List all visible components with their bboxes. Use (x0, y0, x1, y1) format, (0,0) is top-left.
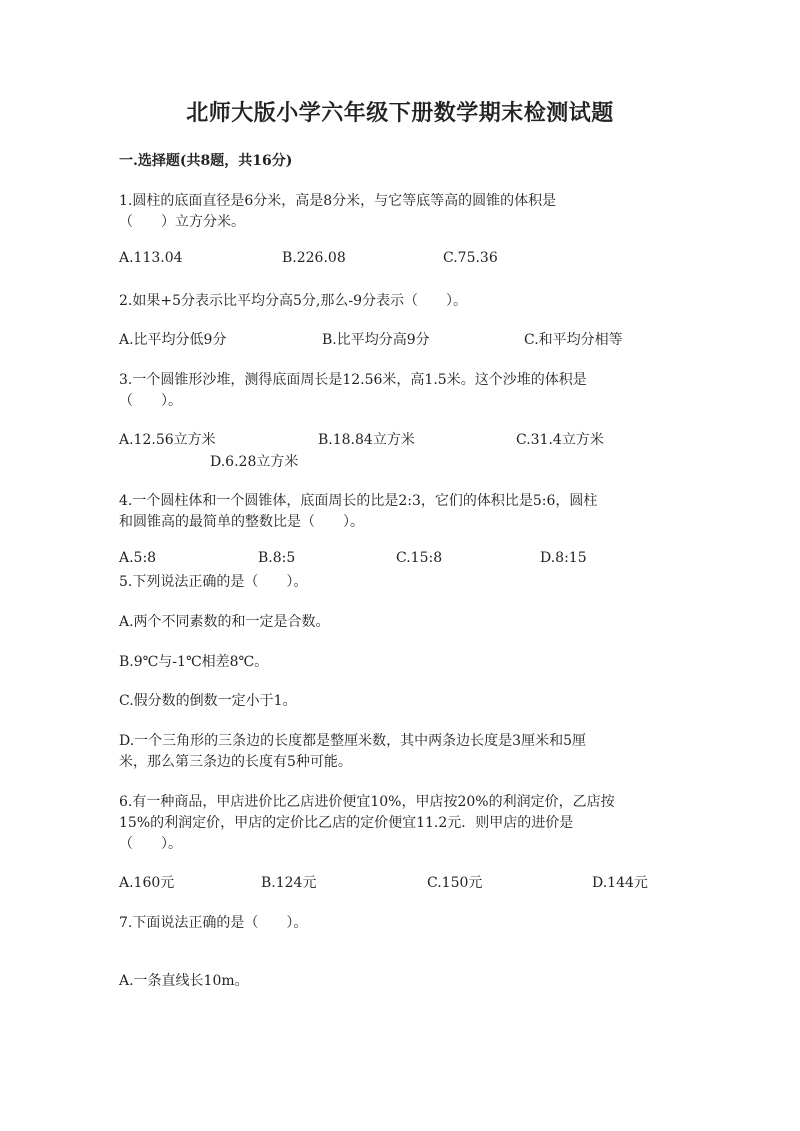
question-6-option-a: A.160元 (119, 875, 175, 891)
question-1-text-cont: （ ）立方分米。 (119, 214, 245, 230)
question-5-option-c: C.假分数的倒数一定小于1。 (119, 693, 297, 709)
question-1-option-c: C.75.36 (443, 250, 498, 266)
question-5-text: 5.下列说法正确的是（ ）。 (119, 574, 308, 590)
question-2-option-a: A.比平均分低9分 (119, 332, 227, 348)
question-3-text: 3.一个圆锥形沙堆，测得底面周长是12.56米，高1.5米。这个沙堆的体积是 (119, 372, 587, 388)
question-6-option-b: B.124元 (261, 875, 317, 891)
question-7-option-a: A.一条直线长10m。 (119, 973, 249, 989)
question-6-text-cont: 15%的利润定价，甲店的定价比乙店的定价便宜11.2元．则甲店的进价是 (119, 815, 574, 831)
question-4-option-a: A.5:8 (119, 550, 157, 566)
question-5-option-d-cont: 米，那么第三条边的长度有5种可能。 (119, 754, 352, 770)
question-2-text: 2.如果+5分表示比平均分高5分,那么-9分表示（ ）。 (119, 293, 467, 309)
section-heading: 一.选择题(共8题，共16分) (119, 153, 293, 169)
question-5-option-a: A.两个不同素数的和一定是合数。 (119, 614, 330, 630)
question-2-option-b: B.比平均分高9分 (322, 332, 430, 348)
question-3-text-cont: （ ）。 (119, 393, 182, 409)
question-5-option-d: D.一个三角形的三条边的长度都是整厘米数，其中两条边长度是3厘米和5厘 (119, 733, 586, 749)
question-6-option-d: D.144元 (592, 875, 648, 891)
page-title: 北师大版小学六年级下册数学期末检测试题 (186, 100, 614, 126)
question-6-option-c: C.150元 (427, 875, 483, 891)
question-6-text: 6.有一种商品，甲店进价比乙店进价便宜10%，甲店按20%的利润定价，乙店按 (119, 794, 615, 810)
question-3-option-b: B.18.84立方米 (318, 432, 415, 448)
question-4-option-c: C.15:8 (396, 550, 443, 566)
question-3-option-d: D.6.28立方米 (210, 454, 299, 470)
question-7-text: 7.下面说法正确的是（ ）。 (119, 915, 308, 931)
question-4-option-d: D.8:15 (540, 550, 587, 566)
question-4-text: 4.一个圆柱体和一个圆锥体，底面周长的比是2:3，它们的体积比是5:6，圆柱 (119, 493, 598, 509)
question-1-option-b: B.226.08 (282, 250, 346, 266)
question-1-option-a: A.113.04 (119, 250, 183, 266)
question-5-option-b: B.9℃与-1℃相差8℃。 (119, 654, 269, 670)
question-3-option-a: A.12.56立方米 (119, 432, 216, 448)
question-3-option-c: C.31.4立方米 (516, 432, 604, 448)
question-4-text-cont: 和圆锥高的最简单的整数比是（ ）。 (119, 514, 364, 530)
question-6-text-cont-2: （ ）。 (119, 836, 182, 852)
question-2-option-c: C.和平均分相等 (524, 332, 623, 348)
question-1-text: 1.圆柱的底面直径是6分米，高是8分米，与它等底等高的圆锥的体积是 (119, 193, 557, 209)
question-4-option-b: B.8:5 (258, 550, 296, 566)
